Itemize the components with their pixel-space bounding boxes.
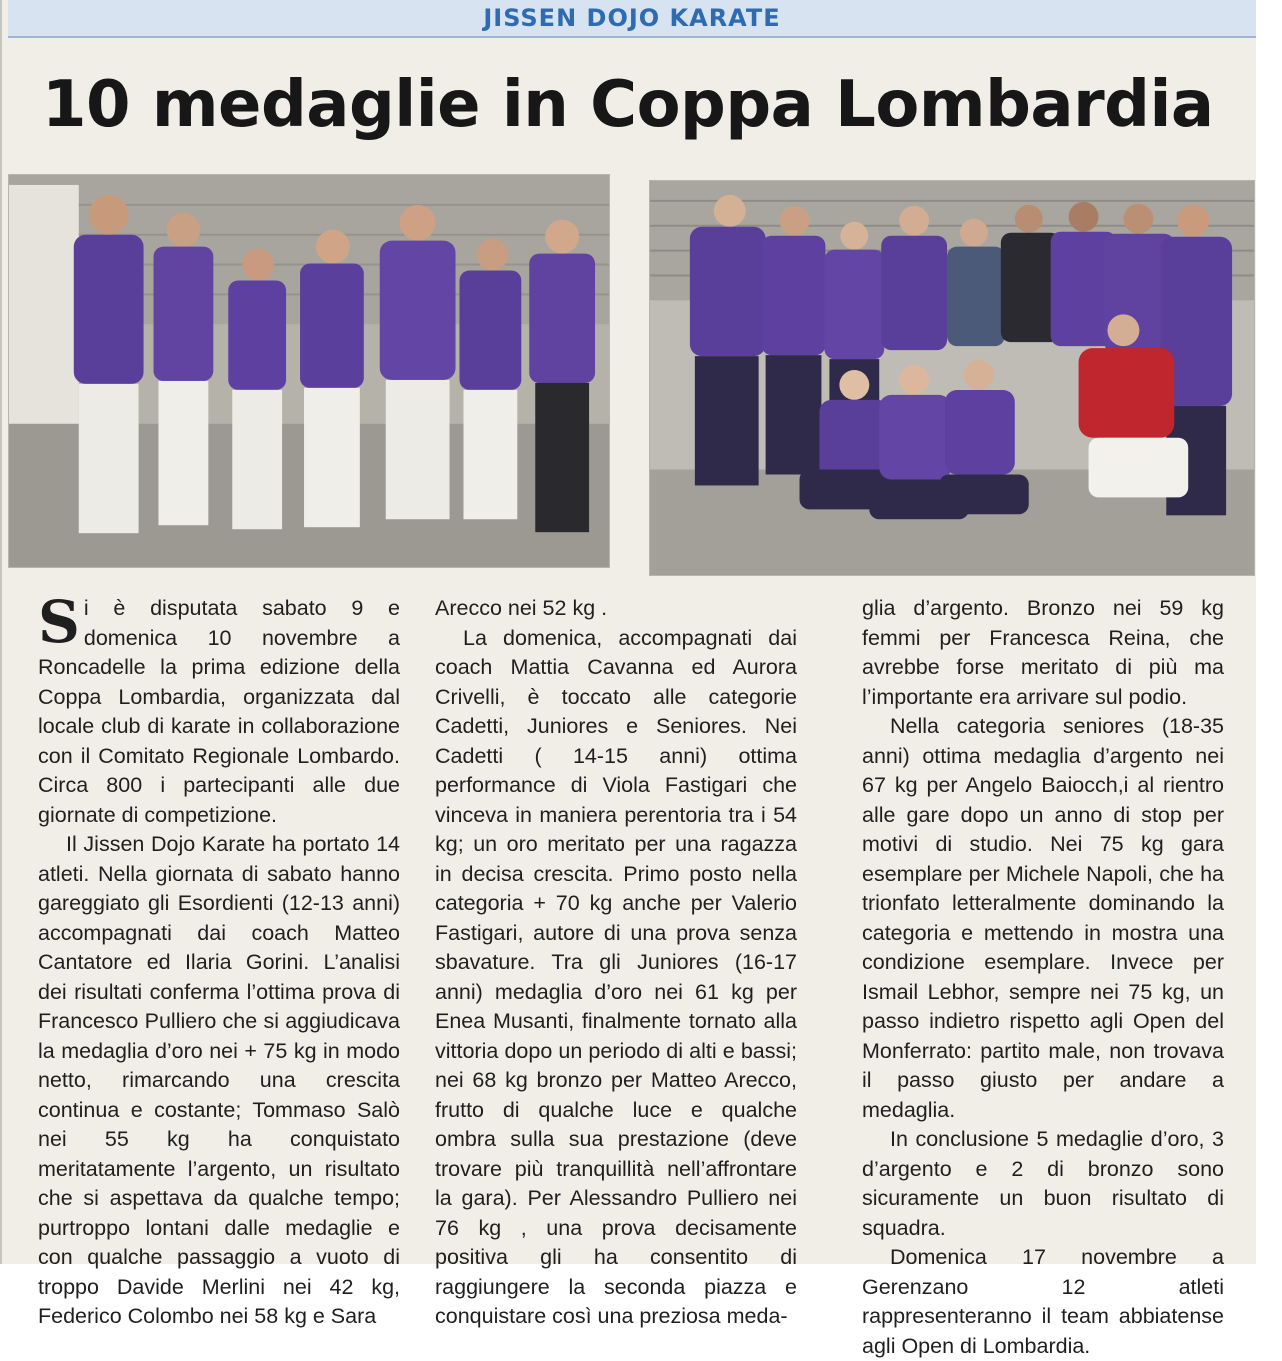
section-rubric: JISSEN DOJO KARATE: [8, 0, 1256, 38]
paragraph: Il Jissen Dojo Karate ha portato 14 atleti. Nella giornata di sabato hanno gareggiato gli Esordienti (12-13 anni) accompagnati dai coach Matteo Cantatore ed Ilaria Gorini. L’analisi dei risultati conferma l’ottima prova di Francesco Pulliero che si aggiudicava la medaglia d’oro nei + 75 kg in modo netto, rimarcando una crescita continua e costante; Tommaso Salò nei 55 kg ha conquistato meritatamente l’argento, un risultato che si aspettava da qualche tempo; purtroppo lontani dalle medaglie e con qualche passaggio a vuoto di troppo Davide Merlini nei 42 kg, Federico Colombo nei 58 kg e Sara: [38, 832, 400, 1328]
group-photo-team: [649, 180, 1255, 576]
photo-2-illustration: [650, 181, 1254, 575]
article-column-1: [38, 588, 400, 1332]
article-column-3: [862, 594, 1224, 1361]
paragraph: In conclusione 5 medaglie d’oro, 3 d’argento e 2 di bronzo sono sicuramente un buon risultato di squadra.: [862, 1127, 1224, 1240]
article-column-2: [435, 594, 797, 1332]
photo-1-illustration: [9, 175, 609, 567]
paragraph: glia d’argento. Bronzo nei 59 kg femmi per Francesca Reina, che avrebbe forse meritato di più ma l’importante era arrivare sul podio.: [862, 596, 1224, 709]
group-photo-esordienti: [8, 174, 610, 568]
headline: 10 medaglie in Coppa Lombardia: [42, 68, 1214, 142]
paragraph: Nella categoria seniores (18-35 anni) ottima medaglia d’argento nei 67 kg per Angelo Baiocch,i al rientro alle gare dopo un anno di stop per motivi di studio. Nei 75 kg gara esemplare per Michele Napoli, che ha trionfato letteralmente dominando la categoria e mettendo in mostra una condizione esemplare. Invece per Ismail Lebhor, sempre nei 75 kg, un passo indietro rispetto agli Open del Monferrato: partito male, non trovava il passo giusto per andare a medaglia.: [862, 714, 1224, 1122]
paragraph: La domenica, accompagnati dai coach Mattia Cavanna ed Aurora Crivelli, è toccato alle categorie Cadetti, Juniores e Seniores. Nei Cadetti ( 14-15 anni) ottima performance di Viola Fastigari che vinceva in maniera perentoria tra i 54 kg; un oro meritato per una ragazza in decisa crescita. Primo posto nella categoria + 70 kg anche per Valerio Fastigari, autore di una prova senza sbavature. Tra gli Juniores (16-17 anni) medaglia d’oro nei 61 kg per Enea Musanti, finalmente tornato alla vittoria dopo un periodo di alti e bassi; nei 68 kg bronzo per Matteo Arecco, frutto di qualche luce e qualche ombra sulla sua prestazione (deve trovare più tranquillità nell’affrontare la gara). Per Alessandro Pulliero nei 76 kg , una prova decisamente positiva gli ha consentito di raggiungere la seconda piazza e conquistare così una preziosa meda-: [435, 625, 797, 1328]
paragraph: Domenica 17 novembre a Gerenzano 12 atleti rappresenteranno il team abbiatense agli Open di Lombardia.: [862, 1245, 1224, 1358]
paragraph: Arecco nei 52 kg .: [435, 596, 608, 620]
paragraph: Si è disputata sabato 9 e domenica 10 novembre a Roncadelle la prima edizione della Coppa Lombardia, organizzata dal locale club di karate in collaborazione con il Comitato Regionale Lombardo. Circa 800 i partecipanti alle due giornate di competizione.: [38, 588, 400, 827]
page-margin: [1256, 0, 1282, 1264]
drop-cap: S: [38, 588, 80, 656]
